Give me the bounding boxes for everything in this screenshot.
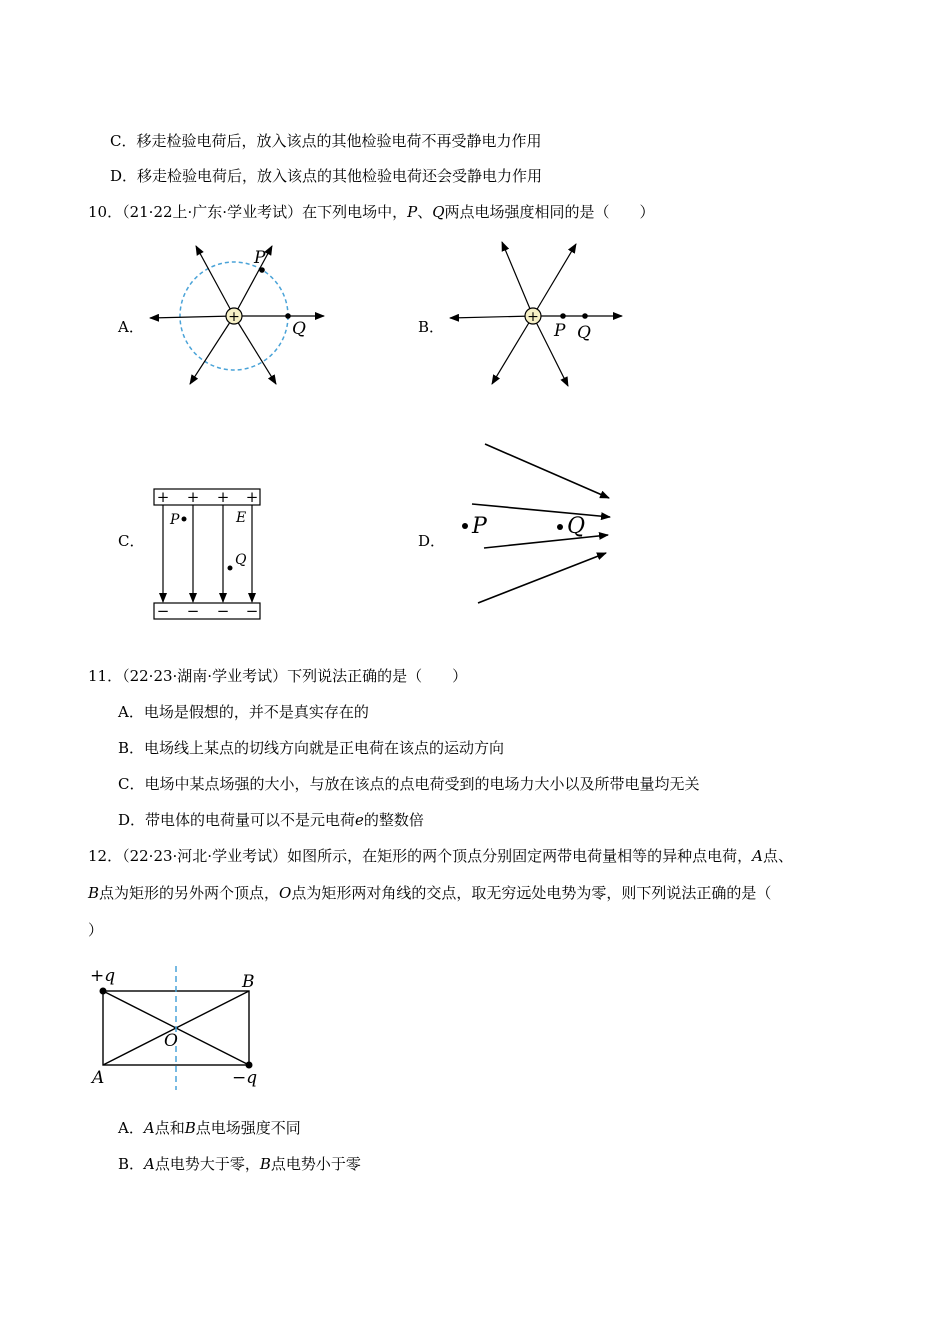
fig-b-line-upright: [533, 244, 576, 316]
fig-a-label-q: Q: [292, 319, 306, 339]
fig-a-point-q: [285, 313, 291, 319]
fig-c-plus-1: +: [156, 488, 170, 506]
q10-label-d: D．: [418, 532, 446, 550]
fig-b-plus: +: [527, 309, 539, 325]
q12-option-b-b: B: [259, 1155, 271, 1173]
fig-a-point-p: [259, 267, 265, 273]
fig-d-line-1: [485, 444, 609, 498]
fig-a-line-downright: [234, 316, 276, 384]
q12-option-b-label: B．: [118, 1155, 145, 1173]
fig-b-line-left: [450, 316, 533, 318]
fig-a-plus: +: [228, 309, 240, 325]
fig-d-label-p: P: [472, 514, 487, 539]
fig-a-line-upright: [234, 246, 272, 316]
fig-d-point-p: [462, 523, 468, 529]
q9-option-d: D．移走检验电荷后，放入该点的其他检验电荷还会受静电力作用: [110, 167, 543, 185]
fig-a-label-p: P: [254, 248, 266, 268]
fig-b-line-upleft: [502, 242, 533, 316]
q12-stem-line-1: [88, 846, 793, 866]
q10-stem-b: 两点电场强度相同的是（ ）: [444, 203, 655, 221]
fig-d-line-3: [484, 535, 608, 548]
q12-a: A: [752, 847, 763, 865]
q12-option-b-a: A: [144, 1155, 155, 1173]
fig-c-top-plate: [154, 489, 260, 505]
fig-d-line-4: [478, 553, 606, 603]
figure-c: [154, 488, 260, 620]
q10-p: P: [407, 203, 418, 221]
figure-d: [462, 444, 610, 603]
q10-label-c: C．: [118, 532, 145, 550]
q9-option-c: C．移走检验电荷后，放入该点的其他检验电荷不再受静电力作用: [110, 132, 542, 150]
q10-stem-a: 在下列电场中，: [302, 203, 408, 221]
q11-number: 11．: [88, 667, 123, 685]
fig-c-minus-2: −: [186, 602, 200, 620]
q11-option-d-a: D．带电体的电荷量可以不是元电荷: [118, 811, 356, 829]
fig-c-bottom-plate: [154, 603, 260, 619]
fig-c-label-e: E: [236, 510, 247, 526]
q11-option-b: B．电场线上某点的切线方向就是正电荷在该点的运动方向: [118, 739, 505, 757]
fig-a-line-downleft: [190, 316, 234, 384]
q12-label-plus-q: +q: [90, 966, 116, 986]
q12-b: B: [88, 884, 100, 902]
fig-a-line-upleft: [196, 246, 234, 316]
q12-option-b: [118, 1154, 361, 1174]
fig-b-point-p: [560, 313, 566, 319]
fig-b-label-q: Q: [577, 323, 591, 343]
q10-sep: 、: [417, 203, 433, 221]
q12-option-a-label: A．: [118, 1119, 144, 1137]
q12-option-b-mid: 点电势大于零，: [154, 1155, 260, 1173]
q11-option-c: C．电场中某点场强的大小，与放在该点的点电荷受到的电场力大小以及所带电量均无关: [118, 775, 700, 793]
q11-stem: [88, 666, 467, 686]
q12-label-b: B: [242, 972, 255, 992]
figure-q12: [90, 966, 257, 1090]
q12-o: O: [279, 884, 292, 902]
fig-a-line-left: [150, 316, 234, 318]
q10-source: （21·22上·广东·学业考试）: [122, 203, 303, 221]
q12-stem-c: 点为矩形的另外两个顶点，: [99, 884, 280, 902]
q11-option-a: A．电场是假想的，并不是真实存在的: [118, 703, 369, 721]
fig-c-minus-4: −: [245, 602, 259, 620]
fig-d-label-q: Q: [567, 514, 586, 539]
q12-plus-charge: [100, 988, 107, 995]
q10-q: Q: [432, 203, 445, 221]
fig-c-point-p: [182, 517, 187, 522]
q11-source: （22·23·湖南·学业考试）: [122, 667, 288, 685]
q12-source: （22·23·河北·学业考试）: [122, 847, 288, 865]
figure-a: [150, 246, 324, 384]
q10-label-b: B．: [418, 318, 445, 336]
q12-option-a-mid: 点和: [154, 1119, 185, 1137]
q11-option-d: [118, 810, 424, 830]
q11-option-d-b: 的整数倍: [363, 811, 424, 829]
q12-stem-b: 点、: [762, 847, 793, 865]
q12-option-a-b: B: [184, 1119, 196, 1137]
fig-c-label-q: Q: [235, 552, 247, 568]
fig-c-point-q: [228, 566, 233, 571]
q12-label-o: O: [164, 1031, 178, 1051]
q12-stem-d: 点为矩形两对角线的交点，取无穷远处电势为零，则下列说法正确的是（: [291, 884, 772, 902]
fig-c-plus-4: +: [245, 488, 259, 506]
q11-stem-text: 下列说法正确的是（ ）: [287, 667, 468, 685]
q12-label-a: A: [92, 1068, 105, 1088]
q12-stem-line-2: [88, 883, 771, 903]
q12-option-a: [118, 1118, 301, 1138]
q12-option-b-end: 点电势小于零: [270, 1155, 361, 1173]
q12-stem-line-3: ）: [88, 921, 104, 939]
q12-number: 12．: [88, 847, 123, 865]
fig-b-line-downleft: [492, 316, 533, 384]
fig-d-point-q: [557, 524, 563, 530]
q10-number: 10．: [88, 203, 123, 221]
fig-c-minus-3: −: [216, 602, 230, 620]
fig-b-point-q: [582, 313, 588, 319]
fig-d-line-2: [472, 504, 610, 517]
q12-stem-a: 如图所示，在矩形的两个顶点分别固定两带电荷量相等的异种点电荷，: [287, 847, 753, 865]
q12-option-a-end: 点电场强度不同: [195, 1119, 301, 1137]
fig-b-label-p: P: [554, 321, 566, 341]
fig-c-plus-3: +: [216, 488, 230, 506]
q11-option-d-e: e: [355, 811, 364, 829]
q10-label-a: A．: [118, 318, 144, 336]
fig-c-minus-1: −: [156, 602, 170, 620]
fig-c-label-p: P: [170, 512, 180, 528]
q12-option-a-a: A: [143, 1119, 155, 1137]
q12-label-minus-q: −q: [232, 1068, 258, 1088]
figure-b: [450, 242, 622, 386]
fig-c-plus-2: +: [186, 488, 200, 506]
